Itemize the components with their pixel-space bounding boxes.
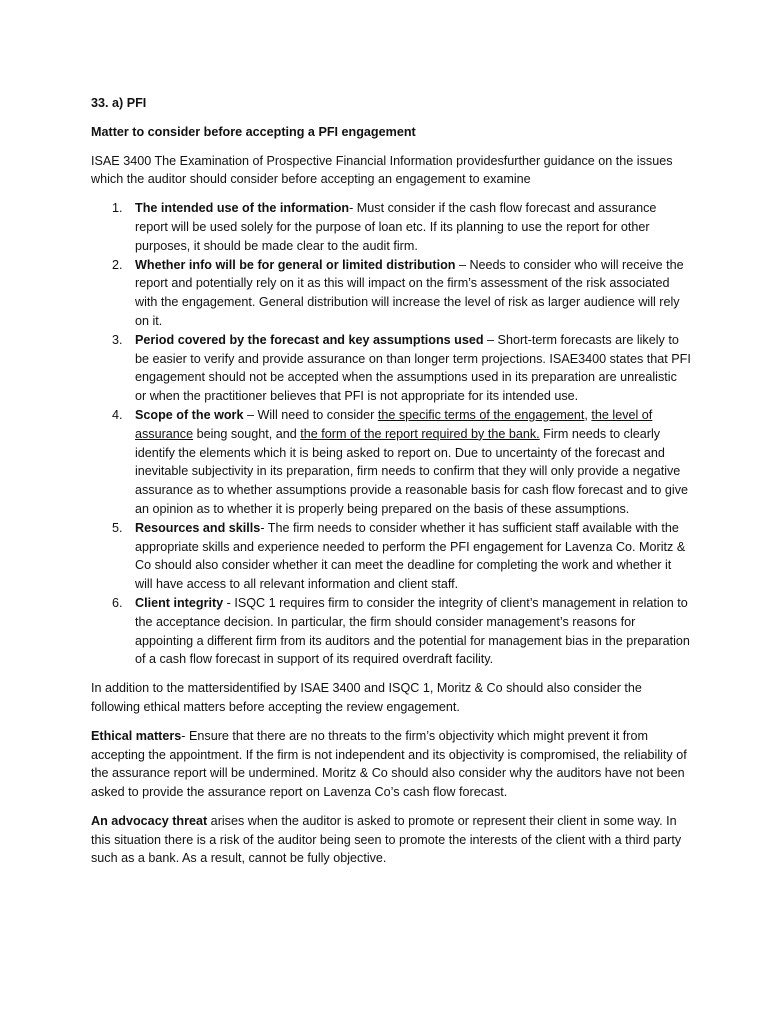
item-title: The intended use of the information xyxy=(135,201,350,216)
underlined-term: the specific terms of the engagement xyxy=(377,407,585,422)
considerations-list xyxy=(91,199,691,669)
advocacy-threat-text: arises when the auditor is asked to promote or represent their client in some way. In this situation there is a risk of the auditor being seen to promote the interests of the client with a third party such as a bank. As a result, cannot be fully objective. xyxy=(91,813,682,866)
item-number: 6. xyxy=(112,595,123,610)
item-title: Client integrity xyxy=(135,595,224,610)
item-title: Resources and skills xyxy=(135,520,261,535)
list-item xyxy=(91,331,691,406)
item-text: - The firm needs to consider whether it has sufficient staff available with the appropriate skills and experience needed to perform the PFI engagement for Lavenza Co. Moritz & Co should also consider whether it can meet the deadline for completing the work and whether it will have access to all relevant information and client staff. xyxy=(135,520,686,592)
list-item xyxy=(91,406,691,519)
item-number: 1. xyxy=(112,201,123,216)
item-number: 4. xyxy=(112,407,123,422)
item-text: – Will need to consider xyxy=(243,407,378,422)
item-text: Firm needs to clearly identify the elements which it is being asked to report on. Due to uncertainty of the forecast and inevitable subjectivity in its preparation, firm needs to confirm that they will only provide a negative assurance as to whether assumptions provide a reasonable basis for cash flow forecast and to give an opinion as to whether it is properly being prepared on the basis of these assumptions. xyxy=(135,426,689,516)
item-text: , xyxy=(584,407,592,422)
item-text: – Short-term forecasts are likely to be easier to verify and provide assurance on than longer term projections. ISAE3400 states that PFI engagement should not be accepted when the assumptions used in its preparation are unrealistic or when the practitioner believes that PFI is not appropriate for its intended use. xyxy=(135,332,691,404)
advocacy-threat-paragraph xyxy=(91,812,691,868)
ethical-matters-text: - Ensure that there are no threats to the firm’s objectivity which might prevent it from accepting the appointment. If the firm is not independent and its objectivity is compromised, the reliability of the assurance report will be undermined. Moritz & Co should also consider why the auditors have not been asked to provide the assurance report on Lavenza Co’s cash flow forecast. xyxy=(91,728,687,800)
item-number: 2. xyxy=(112,257,123,272)
item-number: 5. xyxy=(112,520,123,535)
list-item xyxy=(91,594,691,669)
list-item xyxy=(91,199,691,255)
list-item xyxy=(91,519,691,594)
item-text: – Needs to consider who will receive the report and potentially rely on it as this will impact on the firm’s assessment of the risk associated with the engagement. General distribution will increase the level of risk as larger audience will rely on it. xyxy=(135,257,684,328)
item-title: Period covered by the forecast and key assumptions used xyxy=(135,332,484,347)
question-heading: 33. a) PFI xyxy=(91,96,147,110)
item-title: Whether info will be for general or limited distribution xyxy=(135,257,456,272)
section-subheading: Matter to consider before accepting a PFI engagement xyxy=(91,124,416,139)
item-text: being sought, and xyxy=(193,426,301,441)
ethical-matters-title: Ethical matters xyxy=(91,728,182,743)
item-title: Scope of the work xyxy=(135,407,244,422)
addition-paragraph: In addition to the mattersidentified by ISAE 3400 and ISQC 1, Moritz & Co should also consider the following ethical matters before accepting the review engagement. xyxy=(91,681,642,714)
underlined-term: the level of assurance xyxy=(135,407,653,441)
item-number: 3. xyxy=(112,332,123,347)
advocacy-threat-title: An advocacy threat xyxy=(91,813,208,828)
list-item xyxy=(91,256,691,331)
item-text: - ISQC 1 requires firm to consider the integrity of client’s management in relation to the acceptance decision. In particular, the firm should consider management’s reasons for appointing a different firm from its auditors and the potential for management bias in the preparation of a cash flow forecast in support of its required overdraft facility. xyxy=(135,595,690,667)
ethical-matters-paragraph xyxy=(91,727,691,802)
intro-paragraph: ISAE 3400 The Examination of Prospective Financial Information providesfurther guidance on the issues which the auditor should consider before accepting an engagement to examine xyxy=(91,153,673,187)
document-page xyxy=(91,94,691,878)
underlined-term: the form of the report required by the bank. xyxy=(300,426,540,441)
item-text: - Must consider if the cash flow forecast and assurance report will be used solely for the purpose of loan etc. If its planning to use the report for other purposes, it should be made clear to the audit firm. xyxy=(135,201,657,253)
